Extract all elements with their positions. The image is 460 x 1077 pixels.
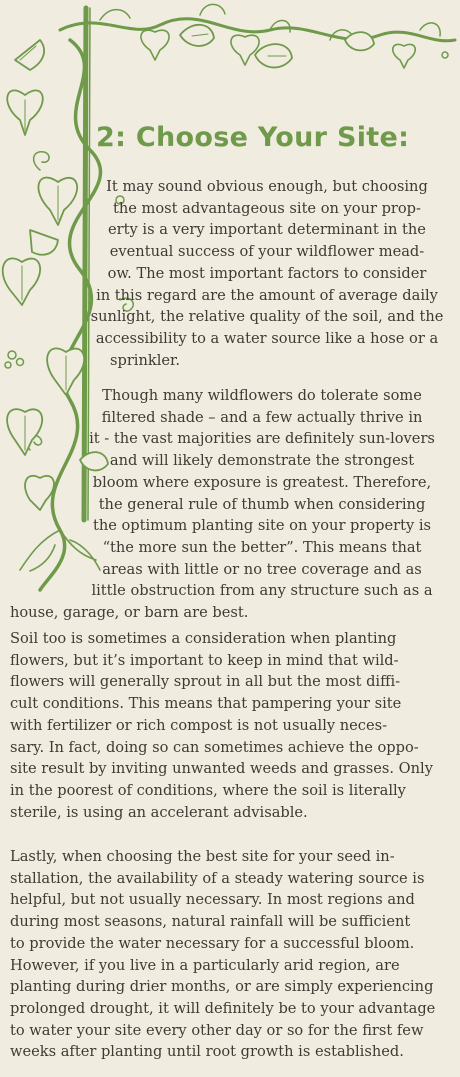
text-line: during most seasons, natural rainfall will be sufficient [10,913,411,931]
text-line: it - the vast majorities are definitely sun-lovers [89,430,435,448]
text-line: prolonged drought, it will definitely be to your advantage [10,999,436,1017]
text-line: stallation, the availability of a steady watering source is [10,869,425,887]
text-line: areas with little or no tree coverage and as [102,560,422,578]
text-line: sprinkler. [110,351,181,369]
text-line: erty is a very important determinant in the [108,221,426,239]
paragraph-soil [10,628,450,823]
text-line: and will likely demonstrate the strongest [109,452,415,470]
text-line: house, garage, or barn are best. [10,604,249,622]
text-line: bloom where exposure is greatest. Therefore, [92,473,432,491]
text-line: site result by inviting unwanted weeds and grasses. Only [10,760,433,778]
text-line: It may sound obvious enough, but choosing [106,178,428,195]
text-line: “the more sun the better”. This means that [102,538,422,556]
text-line: to water your site every other day or so for the first few [10,1021,424,1039]
section-heading: 2: Choose Your Site: [96,122,410,153]
text-line: sary. In fact, doing so can sometimes achieve the oppo- [10,738,419,756]
text-line: little obstruction from any structure such as a [91,582,433,600]
text-line: the most advantageous site on your prop- [113,199,421,217]
paragraph-intro [86,176,448,371]
text-line: However, if you live in a particularly arid region, are [10,956,400,974]
text-line: sunlight, the relative quality of the soil, and the [90,308,444,326]
text-line: cult conditions. This means that pampering your site [10,695,402,713]
text-line: the optimum planting site on your property is [92,517,432,535]
text-line: eventual success of your wildflower mead- [109,243,425,261]
text-line: accessibility to a water source like a hose or a [95,329,439,347]
text-line: Though many wildflowers do tolerate some [102,387,422,404]
text-line: to provide the water necessary for a successful bloom. [10,934,415,952]
text-line: ow. The most important factors to consider [107,264,427,282]
text-line: helpful, but not usually necessary. In most regions and [10,891,415,909]
text-line: filtered shade – and a few actually thrive in [101,408,423,426]
text-line: in this regard are the amount of average daily [96,286,438,304]
text-line: in the poorest of conditions, where the soil is literally [10,781,406,799]
text-line: Soil too is sometimes a consideration when planting [10,630,397,647]
text-line: Lastly, when choosing the best site for your seed in- [10,848,395,865]
paragraph-sunlight [10,385,448,624]
paragraph-watering [10,846,450,1063]
text-line: with fertilizer or rich compost is not usually neces- [10,716,388,734]
text-line: planting during drier months, or are simply experiencing [10,978,434,996]
text-line: flowers will generally sprout in all but the most diffi- [10,673,401,691]
text-line: the general rule of thumb when considering [98,495,426,513]
text-line: sterile, is using an accelerant advisable. [10,803,308,821]
text-line: flowers, but it’s important to keep in mind that wild- [10,651,399,669]
text-line: weeks after planting until root growth is established. [10,1043,404,1061]
